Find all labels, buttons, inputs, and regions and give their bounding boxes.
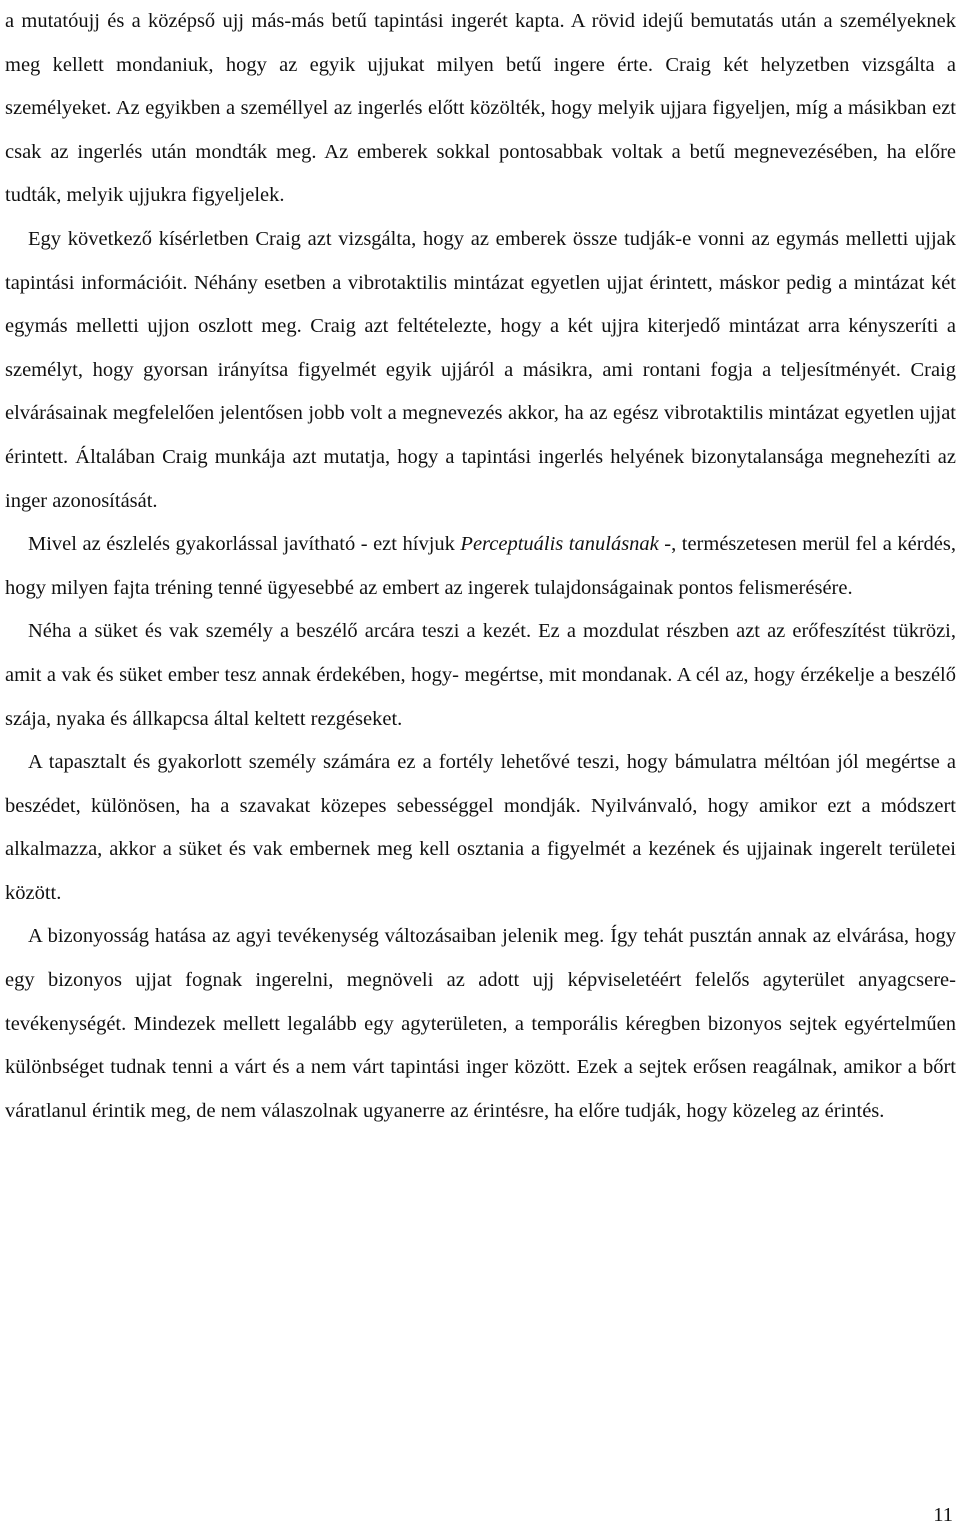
- italic-term: Perceptuális tanulásnak: [460, 533, 659, 556]
- paragraph-perceptual-learning: [0, 523, 960, 610]
- paragraph-experienced-person: A tapasztalt és gyakorlott személy számára ez a fortély lehetővé teszi, hogy bámulatra méltóan jól megértse a beszédet, különösen, ha a szavakat közepes sebességgel mondják. Nyilvánvaló, hogy amikor ezt a módszert alkalmazza, akkor a süket és vak embernek meg kell osztania a figyelmét a kezének és ujjainak ingerelt területei között.: [5, 751, 956, 904]
- page-number: 11: [933, 1504, 953, 1526]
- paragraph-deafblind: Néha a süket és vak személy a beszélő arcára teszi a kezét. Ez a mozdulat részben azt az erőfeszítést tükrözi, amit a vak és süket ember tesz annak érdekében, hogy- megértse, mit mondanak. A cél az, hogy érzékelje a beszélő szája, nyaka és állkapcsa által keltett rezgéseket.: [5, 620, 956, 730]
- paragraph-text: Mivel az észlelés gyakorlással javítható - ezt hívjuk: [28, 533, 461, 556]
- paragraph-text: -, természetesen merül fel a kérdés, hogy milyen fajta tréning tenné ügyesebbé az embert az ingerek tulajdonságainak pontos felismerésére.: [5, 533, 956, 599]
- paragraph-certainty-effect: A bizonyosság hatása az agyi tevékenység változásaiban jelenik meg. Így tehát pusztán annak az elvárása, hogy egy bizonyos ujjat fognak ingerelni, megnöveli az adott ujj képviseletéért felelős agyterület anyagcsere-tevékenységét. Mindezek mellett legalább egy agyterületen, a temporális kéregben bizonyos sejtek egyértelműen különbséget tudnak tenni a várt és a nem várt tapintási inger között. Ezek a sejtek erősen reagálnak, amikor a bőrt váratlanul érintik meg, de nem válaszolnak ugyanerre az érintésre, ha előre tudják, hogy közeleg az érintés.: [5, 925, 956, 1122]
- paragraph-continued: a mutatóujj és a középső ujj más-más betű tapintási ingerét kapta. A rövid idejű bemutatás után a személyeknek meg kellett mondaniuk, hogy az egyik ujjukat milyen betű ingere érte. Craig két helyzetben vizsgálta a személyeket. Az egyikben a személlyel az ingerlés előtt közölték, hogy melyik ujjara figyeljen, míg a másikban ezt csak az ingerlés után mondták meg. Az emberek sokkal pontosabbak voltak a betű megnevezésében, ha előre tudták, melyik ujjukra figyeljelek.: [5, 10, 956, 207]
- paragraph-craig-experiment: Egy következő kísérletben Craig azt vizsgálta, hogy az emberek össze tudják-e vonni az egymás melletti ujjak tapintási információit. Néhány esetben a vibrotaktilis mintázat egyetlen ujjat érintett, máskor pedig a mintázat két egymás melletti ujjon oszlott meg. Craig azt feltételezte, hogy a két ujjra kiterjedő mintázat arra kényszeríti a személyt, hogy gyorsan irányítsa figyelmét egyik ujjáról a másikra, ami rontani fogja a teljesítményét. Craig elvárásainak megfelelően jelentősen jobb volt a megnevezés akkor, ha az egész vibrotaktilis mintázat egyetlen ujjat érintett. Általában Craig munkája azt mutatja, hogy a tapintási ingerlés helyének bizonytalansága megnehezíti az inger azonosítását.: [5, 227, 956, 512]
